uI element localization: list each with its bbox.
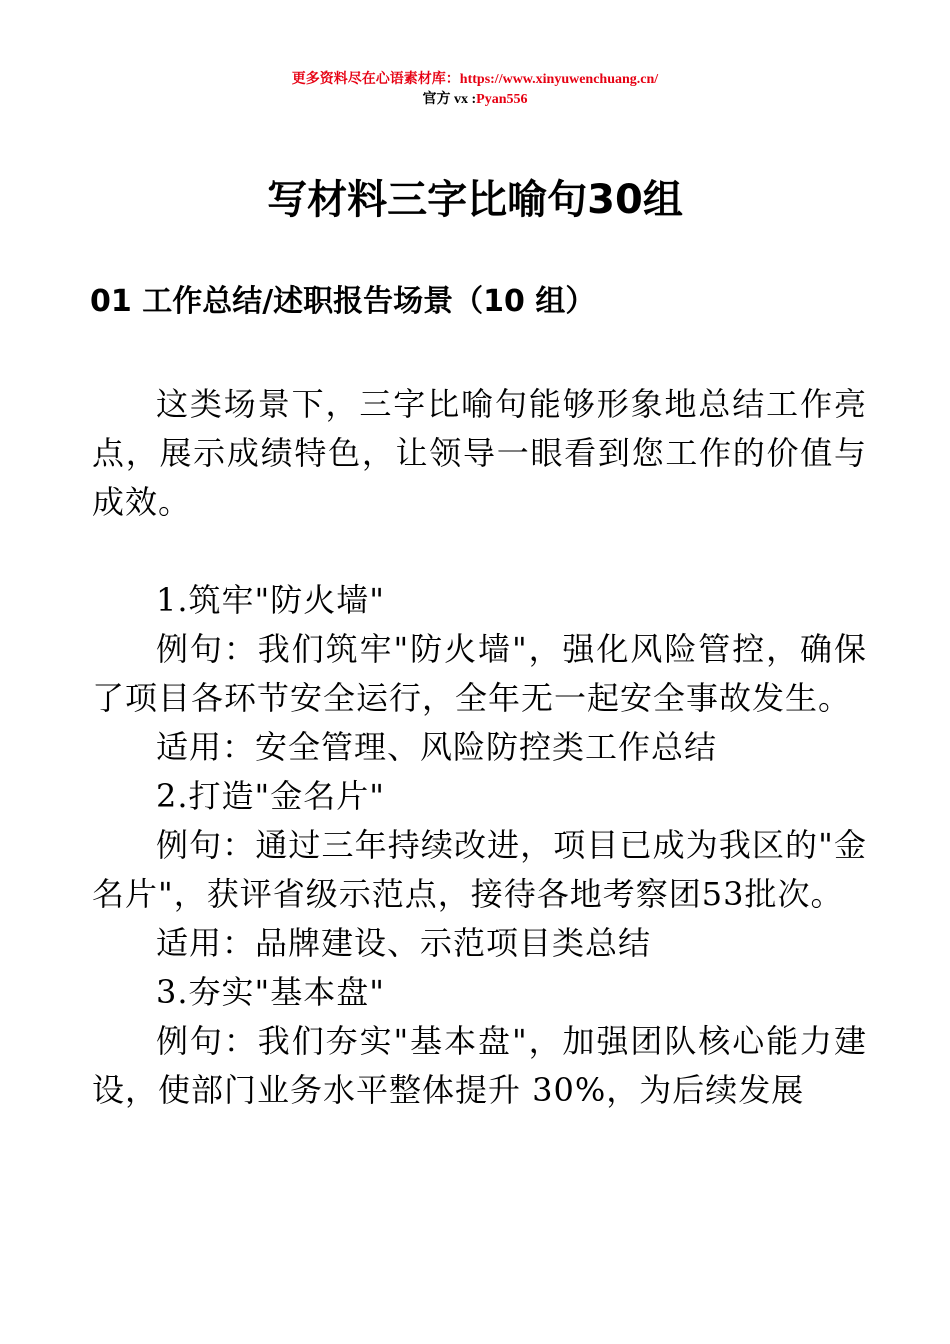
header-contact-prefix: 官方 vx : xyxy=(422,92,477,107)
item-example: 例句：我们夯实"基本盘"，加强团队核心能力建设，使部门业务水平整体提升 30%，为后续发展 xyxy=(92,1022,867,1109)
item-usage: 适用：安全管理、风险防控类工作总结 xyxy=(156,728,718,766)
header-contact-id: Pyan556 xyxy=(476,92,528,107)
item-example: 例句：我们筑牢"防火墙"，强化风险管控，确保了项目各环节安全运行，全年无一起安全事故发生。 xyxy=(92,630,867,717)
header-contact-line xyxy=(0,90,950,110)
document-header xyxy=(0,70,950,110)
item-heading: 3.夯实"基本盘" xyxy=(156,973,385,1011)
item-heading: 1.筑牢"防火墙" xyxy=(156,581,385,619)
document-title: 写材料三字比喻句30组 xyxy=(267,177,683,223)
item-heading: 2.打造"金名片" xyxy=(156,777,385,815)
paragraph-gap xyxy=(92,527,867,576)
intro-paragraph: 这类场景下，三字比喻句能够形象地总结工作亮点，展示成绩特色，让领导一眼看到您工作的价值与成效。 xyxy=(92,385,867,521)
item-example: 例句：通过三年持续改进，项目已成为我区的"金名片"，获评省级示范点，接待各地考察团53批次。 xyxy=(92,826,867,913)
document-body xyxy=(92,380,867,1115)
section-heading: 01 工作总结/述职报告场景（10 组） xyxy=(90,284,596,319)
item-usage: 适用：品牌建设、示范项目类总结 xyxy=(156,924,652,962)
header-source-line: 更多资料尽在心语素材库：https://www.xinyuwenchuang.cn/ xyxy=(291,72,659,87)
